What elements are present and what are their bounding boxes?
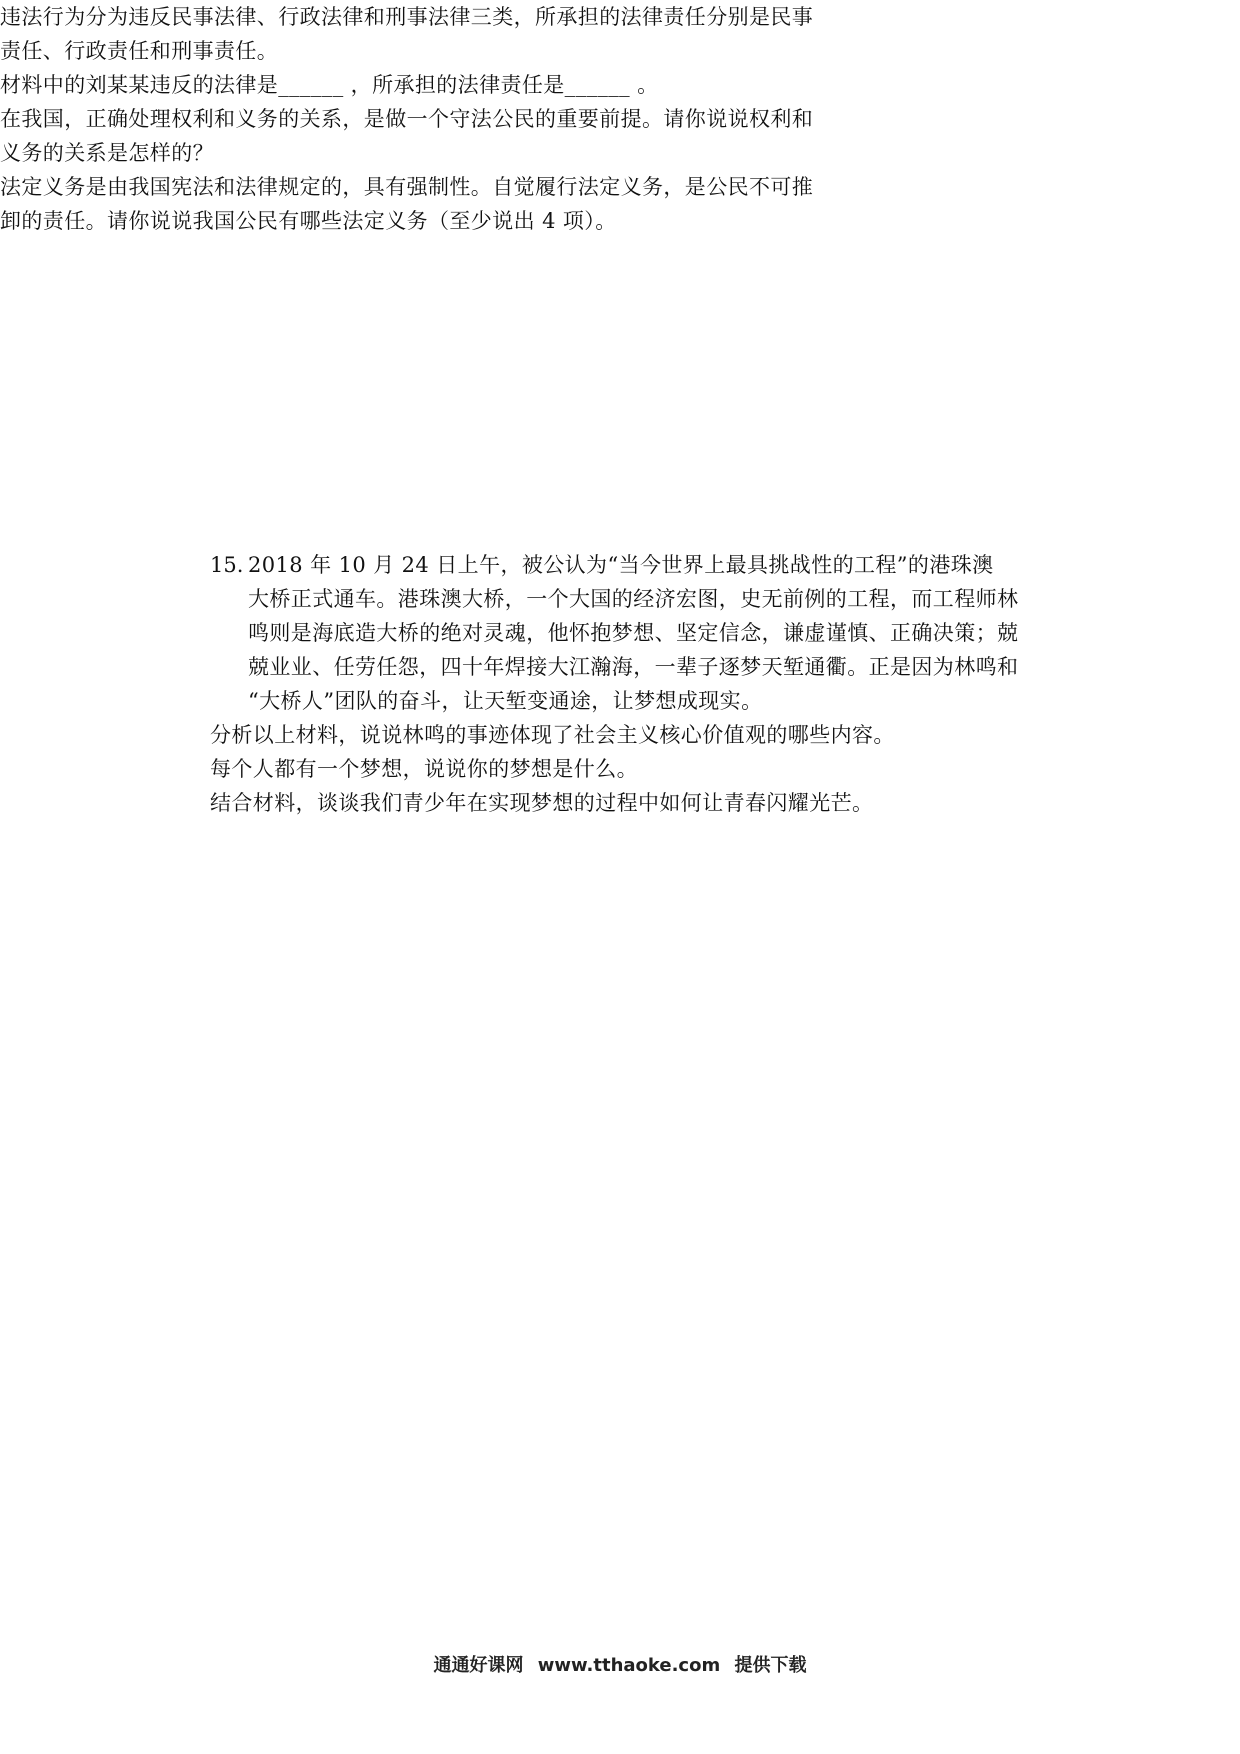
sub-question: 每个人都有一个梦想，说说你的梦想是什么。 bbox=[210, 757, 638, 781]
page-footer bbox=[0, 1654, 1240, 1678]
material-line: 大桥正式通车。港珠澳大桥，一个大国的经济宏图，史无前例的工程，而工程师林 bbox=[248, 587, 1019, 611]
footer-site-name: 通通好课网 bbox=[433, 1655, 524, 1676]
question-15-sub-questions bbox=[210, 718, 895, 820]
footer-action: 提供下载 bbox=[734, 1655, 807, 1676]
question-line: 在我国，正确处理权利和义务的关系，是做一个守法公民的重要前提。请你说说权利和 bbox=[0, 107, 814, 131]
question-15-material bbox=[248, 548, 1018, 718]
material-line: “大桥人”团队的奋斗，让天堑变通途，让梦想成现实。 bbox=[248, 689, 763, 713]
material-line: 兢业业、任劳任怨，四十年焊接大江瀚海，一辈子逐梦天堑通衢。正是因为林鸣和 bbox=[248, 655, 1019, 679]
paragraph-line: 违法行为分为违反民事法律、行政法律和刑事法律三类，所承担的法律责任分别是民事 bbox=[0, 5, 814, 29]
sub-question: 分析以上材料，说说林鸣的事迹体现了社会主义核心价值观的哪些内容。 bbox=[210, 723, 895, 747]
fill-in-question-line: 材料中的刘某某违反的法律是______ ，所承担的法律责任是______ 。 bbox=[0, 73, 659, 97]
question-line: 法定义务是由我国宪法和法律规定的，具有强制性。自觉履行法定义务，是公民不可推 bbox=[0, 175, 814, 199]
question-line: 卸的责任。请你说说我国公民有哪些法定义务（至少说出 4 项）。 bbox=[0, 209, 617, 233]
paragraph-line: 责任、行政责任和刑事责任。 bbox=[0, 39, 279, 63]
sub-question: 结合材料，谈谈我们青少年在实现梦想的过程中如何让青春闪耀光芒。 bbox=[210, 791, 874, 815]
footer-url[interactable]: www.tthaoke.com bbox=[537, 1655, 721, 1676]
question-line: 义务的关系是怎样的？ bbox=[0, 141, 214, 165]
question-number: 15. bbox=[210, 553, 244, 577]
material-line: 鸣则是海底造大桥的绝对灵魂，他怀抱梦想、坚定信念，谦虚谨慎、正确决策；兢 bbox=[248, 621, 1019, 645]
part1-text-block bbox=[0, 0, 1240, 238]
material-line: 2018 年 10 月 24 日上午，被公认为“当今世界上最具挑战性的工程”的港珠澳 bbox=[248, 553, 994, 577]
